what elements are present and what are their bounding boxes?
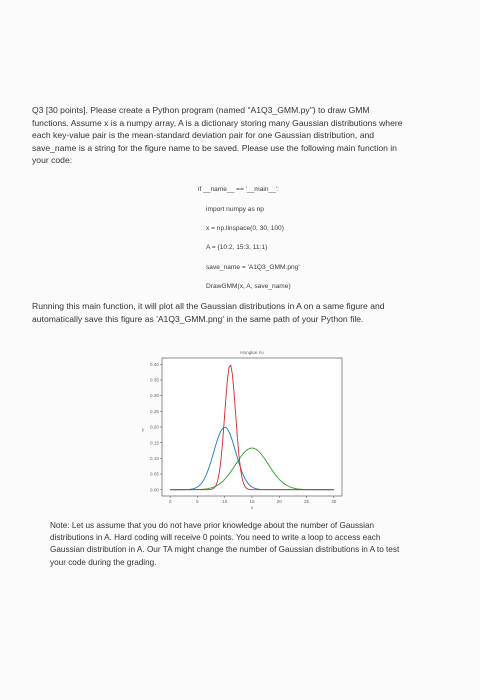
y-tick-label: 0.20	[150, 424, 159, 430]
x-axis-label: x	[250, 505, 254, 510]
x-tick-label: 15	[249, 499, 255, 504]
note-line: Note: Let us assume that you do not have prior knowledge about the number of Gaussian	[50, 521, 375, 530]
x-tick-label: 10	[222, 499, 228, 504]
code-line: save_name = 'A1Q3_GMM.png'	[206, 264, 300, 271]
question-line: Q3 [30 points]. Please create a Python program (named "A1Q3_GMM.py") to draw GMM	[32, 105, 370, 115]
running-line: automatically save this figure as 'A1Q3_GMM.png' in the same path of your Python file.	[32, 313, 364, 324]
question-line: save_name is a string for the figure name to be saved. Please use the following main function in	[32, 142, 397, 153]
question-line: your code:	[32, 155, 73, 166]
code-line: if __name__ == '__main__':	[198, 186, 279, 193]
y-tick-label: 0.35	[150, 377, 159, 383]
x-tick-label: 30	[331, 499, 337, 504]
plot-frame	[162, 358, 342, 496]
y-tick-label: 0.15	[150, 440, 159, 446]
note-line: distributions in A. Hard coding will receive 0 points. You need to write a loop to access each	[50, 533, 381, 543]
y-axis-label: y	[141, 427, 145, 432]
y-tick-label: 0.30	[150, 393, 159, 399]
note-line: Gaussian distribution in A. Our TA might change the number of Gaussian distributions in A to test	[50, 545, 400, 555]
y-tick-label: 0.00	[150, 487, 159, 493]
x-tick-label: 25	[303, 499, 310, 504]
x-tick-label: 20	[276, 499, 282, 504]
chart-title: Hongkai Yu	[240, 350, 264, 355]
y-tick-label: 0.10	[150, 455, 159, 461]
code-line: x = np.linspace(0, 30, 100)	[206, 225, 284, 232]
note-paragraph	[50, 520, 450, 569]
running-line: Running this main function, it will plot all the Gaussian distributions in A on a same figure and	[32, 301, 385, 311]
question-line: each key-value pair is the mean-standard deviation pair for one Gaussian distribution, and	[32, 130, 375, 141]
y-tick-label: 0.05	[150, 471, 159, 477]
x-tick-label: 0	[168, 499, 172, 504]
question-line: functions. Assume x is a numpy array, A is a dictionary storing many Gaussian distributions where	[32, 117, 403, 128]
y-tick-label: 0.40	[150, 361, 159, 367]
note-line: your code during the grading.	[50, 557, 157, 567]
code-line: import numpy as np	[206, 206, 264, 213]
code-line: A = {10:2, 15:3, 11:1}	[206, 244, 268, 251]
y-tick-label: 0.25	[150, 408, 159, 414]
code-line: DrawGMM(x, A, save_name)	[206, 283, 291, 290]
x-tick-label: 5	[196, 499, 199, 504]
